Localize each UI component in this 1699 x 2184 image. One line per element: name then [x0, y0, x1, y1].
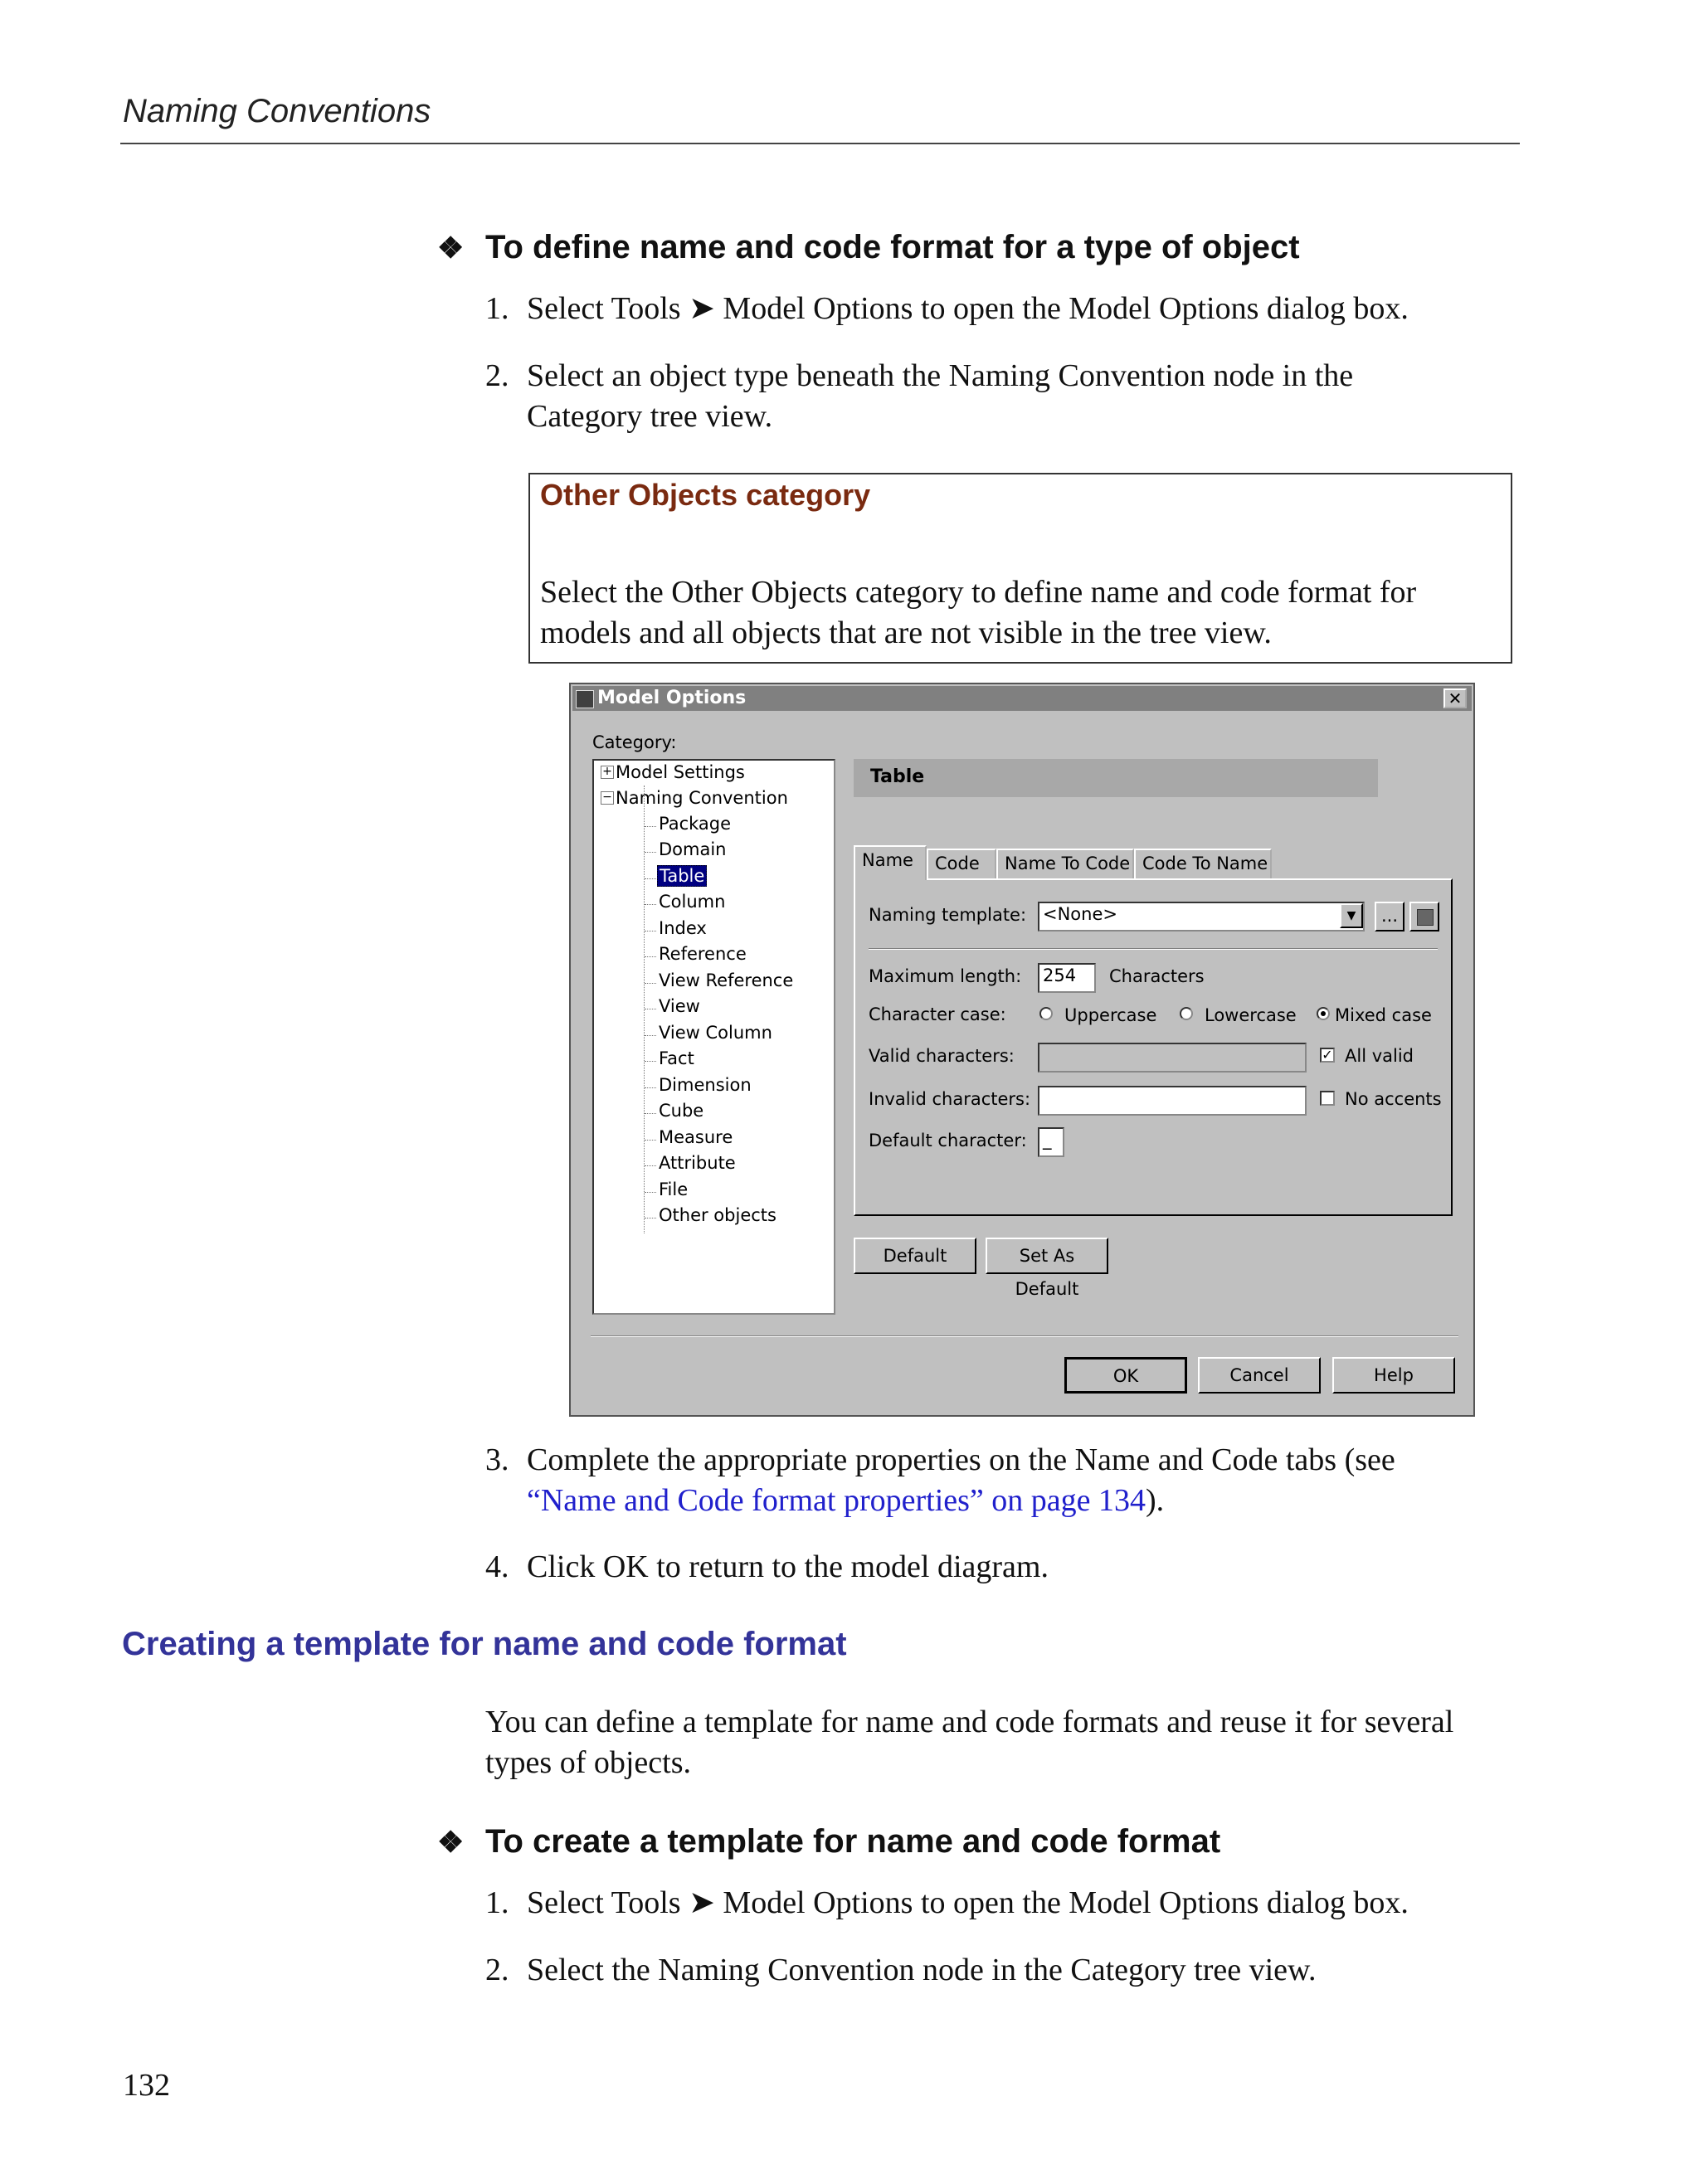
step-2 [485, 356, 1514, 439]
note-body: Select the Other Objects category to define name and code format for models and all objects that are not visible in the tree view. [540, 575, 1417, 650]
properties-icon[interactable] [1409, 902, 1439, 931]
tree-item-model-settings[interactable]: Model Settings [616, 762, 745, 782]
step-4 [485, 1547, 1514, 1588]
mixed-case-label: Mixed case [1335, 1005, 1432, 1025]
step-number: 1. [485, 291, 509, 326]
step-text-tail: ). [1146, 1483, 1165, 1518]
tree-connector [645, 878, 656, 879]
step-1 [485, 289, 1514, 330]
tree-item-reference[interactable]: Reference [659, 944, 747, 964]
step-text: Select Tools ➤ Model Options to open the Model Options dialog box. [527, 291, 1409, 326]
tree-item-view-reference[interactable]: View Reference [659, 970, 794, 990]
set-as-default-button[interactable]: Set As Default [986, 1238, 1108, 1274]
tree-connector [645, 1140, 656, 1141]
step-text-continued [527, 1481, 1164, 1521]
step-number: 4. [485, 1549, 509, 1584]
valid-chars-label: Valid characters: [869, 1046, 1015, 1066]
cancel-button[interactable]: Cancel [1198, 1357, 1321, 1394]
chevron-down-icon[interactable]: ▼ [1340, 903, 1363, 928]
tab-name-to-code[interactable]: Name To Code [996, 849, 1134, 878]
tree-connector [644, 786, 645, 1233]
tree-connector [645, 1192, 656, 1193]
tree-item-view-column[interactable]: View Column [659, 1023, 772, 1043]
step-text: Select an object type beneath the Naming Convention node in the [527, 358, 1354, 393]
diamond-bullet-icon: ❖ [437, 1825, 465, 1859]
step-1 [485, 1883, 1514, 1924]
no-accents-label: No accents [1345, 1089, 1442, 1109]
tree-connector [645, 1113, 656, 1114]
step-number: 3. [485, 1442, 509, 1477]
collapse-icon[interactable]: − [601, 791, 614, 805]
step-text: Complete the appropriate properties on the Name and Code tabs (see [527, 1442, 1395, 1477]
char-case-label: Character case: [869, 1004, 1006, 1024]
tree-item-other-objects[interactable]: Other objects [659, 1205, 776, 1225]
lowercase-label: Lowercase [1205, 1005, 1297, 1025]
expand-icon[interactable]: + [601, 766, 614, 779]
tree-connector [645, 852, 656, 853]
tree-item-package[interactable]: Package [659, 814, 732, 834]
all-valid-checkbox[interactable]: ✓ [1320, 1048, 1335, 1063]
running-header: Naming Conventions [123, 93, 431, 129]
tree-item-cube[interactable]: Cube [659, 1101, 704, 1121]
valid-chars-input[interactable] [1038, 1043, 1307, 1073]
category-label [592, 732, 676, 752]
cross-reference-link[interactable]: “Name and Code format properties” on page 134 [527, 1483, 1146, 1518]
tab-code-to-name[interactable]: Code To Name [1134, 849, 1272, 878]
section-intro [485, 1702, 1514, 1785]
separator [591, 1335, 1458, 1337]
tree-connector [645, 826, 656, 827]
header-rule [120, 143, 1520, 144]
step-number: 1. [485, 1885, 509, 1920]
procedure-heading [437, 1823, 1220, 1861]
tree-item-file[interactable]: File [659, 1180, 689, 1199]
invalid-chars-input[interactable] [1038, 1086, 1307, 1116]
step-3 [485, 1440, 1514, 1523]
tree-item-table[interactable]: Table [657, 865, 707, 887]
tree-item-naming-convention[interactable]: Naming Convention [616, 788, 788, 808]
procedure-title: To define name and code format for a type of object [485, 229, 1300, 265]
characters-label: Characters [1109, 966, 1205, 986]
procedure-title: To create a template for name and code format [485, 1823, 1221, 1860]
intro-text-continued: types of objects. [485, 1745, 692, 1780]
invalid-chars-label: Invalid characters: [869, 1089, 1031, 1109]
tree-item-fact[interactable]: Fact [659, 1048, 694, 1068]
lowercase-radio[interactable] [1180, 1007, 1193, 1020]
max-length-label: Maximum length: [869, 966, 1022, 986]
tree-connector [645, 904, 656, 905]
page-number: 132 [123, 2068, 170, 2103]
naming-template-select[interactable] [1038, 902, 1365, 931]
tree-connector [645, 1087, 656, 1088]
properties-icon-glyph [1417, 909, 1434, 926]
section-title: Table [870, 766, 925, 787]
mixed-case-radio[interactable] [1317, 1007, 1330, 1020]
tree-item-view[interactable]: View [659, 996, 700, 1016]
dialog-titlebar [572, 686, 1472, 711]
default-char-label: Default character: [869, 1131, 1027, 1150]
uppercase-label: Uppercase [1064, 1005, 1157, 1025]
step-text: Select the Naming Convention node in the Category tree view. [527, 1953, 1317, 1987]
tree-connector [645, 1165, 656, 1166]
tree-item-dimension[interactable]: Dimension [659, 1075, 752, 1095]
note-title: Other Objects category [540, 478, 871, 512]
tree-connector [645, 1061, 656, 1062]
tab-code[interactable]: Code [927, 849, 996, 878]
tab-panel-name [854, 878, 1453, 1216]
model-options-dialog [569, 683, 1475, 1417]
all-valid-label: All valid [1345, 1046, 1414, 1066]
tree-item-column[interactable]: Column [659, 892, 726, 912]
ok-button[interactable]: OK [1064, 1357, 1187, 1394]
diamond-bullet-icon: ❖ [437, 231, 465, 265]
category-tree[interactable] [592, 759, 835, 1315]
step-number: 2. [485, 358, 509, 393]
tree-connector [645, 956, 656, 957]
tree-item-measure[interactable]: Measure [659, 1127, 733, 1147]
procedure-heading [437, 229, 1300, 266]
note-box [528, 473, 1512, 664]
tab-name[interactable]: Name [854, 845, 927, 880]
section-title-band [854, 759, 1378, 797]
default-char-input[interactable]: _ [1038, 1127, 1064, 1157]
uppercase-radio[interactable] [1039, 1007, 1053, 1020]
browse-button[interactable]: ... [1375, 902, 1404, 931]
step-text: Click OK to return to the model diagram. [527, 1549, 1049, 1584]
max-length-input[interactable]: 254 [1038, 963, 1096, 993]
no-accents-checkbox[interactable] [1320, 1091, 1335, 1106]
step-2 [485, 1950, 1514, 1992]
tree-item-attribute[interactable]: Attribute [659, 1153, 736, 1173]
step-text-continued: Category tree view. [527, 399, 773, 434]
tree-item-domain[interactable]: Domain [659, 839, 727, 859]
close-icon[interactable]: ✕ [1443, 688, 1467, 708]
naming-template-label: Naming template: [869, 905, 1027, 925]
category-label-text: Category: [592, 732, 677, 752]
section-heading: Creating a template for name and code format [122, 1626, 847, 1662]
step-number: 2. [485, 1953, 509, 1987]
help-button[interactable]: Help [1332, 1357, 1455, 1394]
tree-item-index[interactable]: Index [659, 918, 707, 938]
step-text: Select Tools ➤ Model Options to open the Model Options dialog box. [527, 1885, 1409, 1920]
naming-template-value: <None> [1043, 904, 1117, 924]
app-icon [576, 690, 594, 708]
tree-connector [645, 983, 656, 984]
separator [869, 948, 1438, 950]
default-button[interactable]: Default [854, 1238, 976, 1274]
dialog-title: Model Options [597, 688, 747, 708]
tree-connector [645, 1035, 656, 1036]
intro-text: You can define a template for name and code formats and reuse it for several [485, 1705, 1454, 1739]
